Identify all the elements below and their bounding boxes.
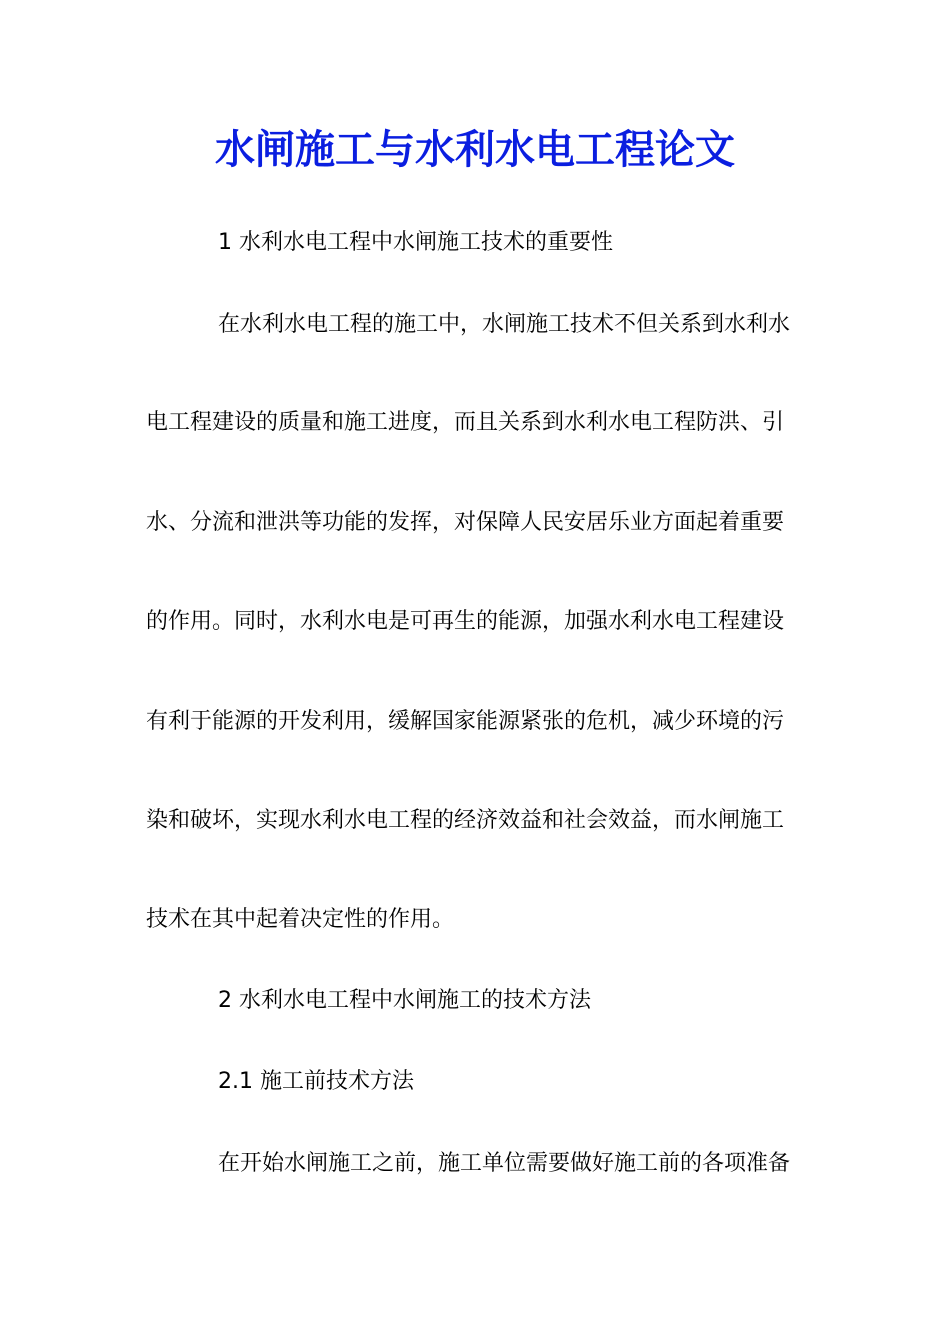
- paragraph-line: 在开始水闸施工之前，施工单位需要做好施工前的各项准备: [218, 1151, 791, 1176]
- paragraph-line: 染和破坏，实现水利水电工程的经济效益和社会效益，而水闸施工: [146, 808, 785, 833]
- subsection-heading-2-1: 2.1 施工前技术方法: [218, 1069, 414, 1094]
- paragraph-line: 技术在其中起着决定性的作用。: [146, 907, 455, 932]
- paragraph-line: 在水利水电工程的施工中，水闸施工技术不但关系到水利水: [218, 312, 791, 337]
- section-heading-1: 1 水利水电工程中水闸施工技术的重要性: [218, 230, 613, 255]
- document-title: 水闸施工与水利水电工程论文: [215, 126, 735, 173]
- paragraph-line: 水、分流和泄洪等功能的发挥，对保障人民安居乐业方面起着重要: [146, 510, 785, 535]
- section-heading-2: 2 水利水电工程中水闸施工的技术方法: [218, 988, 591, 1013]
- paragraph-line: 的作用。同时，水利水电是可再生的能源，加强水利水电工程建设: [146, 609, 785, 634]
- paragraph-line: 有利于能源的开发利用，缓解国家能源紧张的危机，减少环境的污: [146, 709, 785, 734]
- paragraph-line: 电工程建设的质量和施工进度，而且关系到水利水电工程防洪、引: [146, 410, 785, 435]
